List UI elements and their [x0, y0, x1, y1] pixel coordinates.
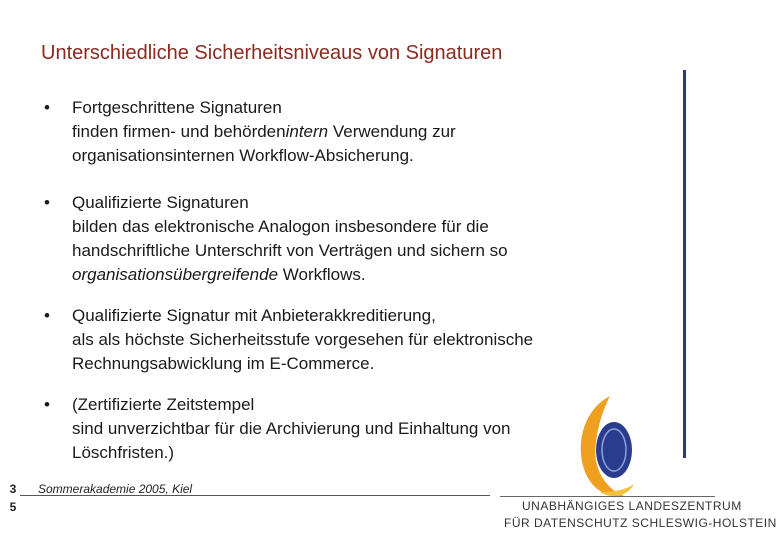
bullet-line: finden firmen- und behörden	[72, 122, 286, 141]
emphasis-text: organisationsübergreifende	[72, 265, 279, 284]
bullet-dot: •	[44, 395, 50, 414]
org-line-2: FÜR DATENSCHUTZ SCHLESWIG-HOLSTEIN	[504, 516, 777, 530]
datenschutz-logo	[570, 392, 640, 502]
bullet-line: Qualifizierte Signatur mit Anbieterakkreditierung,	[72, 306, 436, 325]
event-label: Sommerakademie 2005, Kiel	[38, 482, 193, 496]
bullet-line: Qualifizierte Signaturen	[72, 193, 249, 212]
vertical-rule	[683, 70, 686, 458]
bullet-line: Löschfristen.)	[72, 443, 175, 462]
bullet-line: organisationsinternen Workflow-Absicherung.	[72, 146, 414, 165]
bullet-text	[72, 191, 672, 287]
bullet-line: bilden das elektronische Analogon insbesondere für die	[72, 217, 489, 236]
bullet-line: Rechnungsabwicklung im E-Commerce.	[72, 354, 375, 373]
bullet-line: Workflows.	[278, 265, 366, 284]
bullet-line: Fortgeschrittene Signaturen	[72, 98, 282, 117]
bullet-line: Verwendung zur	[328, 122, 456, 141]
slide-title: Unterschiedliche Sicherheitsniveaus von Signaturen	[41, 42, 503, 64]
bullet-dot: •	[44, 98, 50, 117]
bullet-line: als als höchste Sicherheitsstufe vorgesehen für elektronische	[72, 330, 534, 349]
emphasis-text: intern	[285, 122, 329, 141]
organization-wordmark	[500, 496, 777, 535]
bullet-dot: •	[44, 193, 50, 212]
org-line-1: UNABHÄNGIGES LANDESZENTRUM	[522, 499, 742, 513]
bullet-text	[72, 96, 672, 168]
bullet-line: sind unverzichtbar für die Archivierung und Einhaltung von	[72, 419, 511, 438]
bullet-line: handschriftliche Unterschrift von Verträgen und sichern so	[72, 241, 508, 260]
page-number: 3 5	[9, 482, 17, 514]
bullet-text	[72, 304, 672, 376]
bullet-line: (Zertifizierte Zeitstempel	[72, 395, 255, 414]
bullet-dot: •	[44, 306, 50, 325]
